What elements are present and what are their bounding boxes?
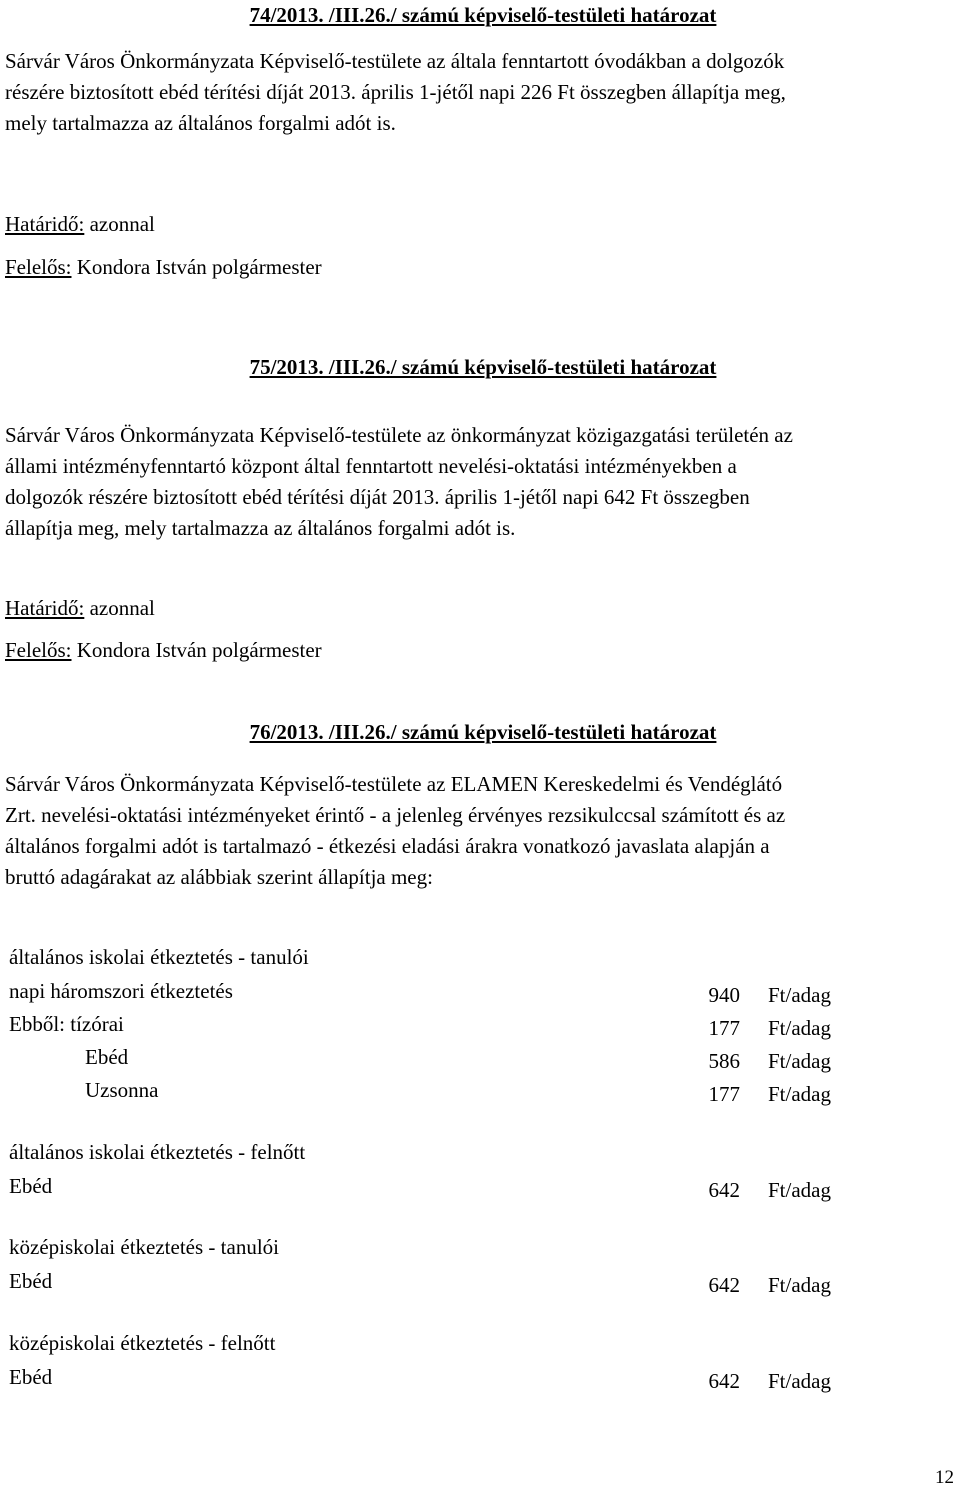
price-table-heading — [0, 1232, 960, 1266]
price-value: 940 — [708, 983, 740, 1007]
price-value: 642 — [708, 1273, 740, 1297]
price-row-label: Uzsonna — [85, 1078, 159, 1102]
price-row — [0, 1362, 960, 1396]
responsible-label: Felelős: — [5, 638, 72, 662]
price-row-label: Ebéd — [9, 1269, 53, 1293]
price-row-label: Ebből: tízórai — [9, 1012, 124, 1036]
price-row-label: középiskolai étkeztetés - felnőtt — [9, 1331, 276, 1355]
resolution-74-text — [5, 46, 955, 139]
responsible-value: Kondora István polgármester — [76, 255, 322, 279]
price-value: 177 — [708, 1016, 740, 1040]
price-row — [0, 1075, 960, 1109]
text-line: Zrt. nevelési-oktatási intézményeket érintő - a jelenleg érvényes rezsikulccsal számított és az — [5, 803, 786, 827]
price-value: 177 — [708, 1082, 740, 1106]
price-row-label: általános iskolai étkeztetés - tanulói — [9, 945, 309, 969]
page-number: 12 — [935, 1467, 954, 1488]
resolution-74-deadline — [5, 209, 955, 240]
text-line: részére biztosított ebéd térítési díját 2013. április 1-jétől napi 226 Ft összegben állapítja meg, — [5, 80, 786, 104]
price-unit: Ft/adag — [768, 1082, 831, 1106]
deadline-label: Határidő: — [5, 212, 85, 236]
price-unit: Ft/adag — [768, 983, 831, 1007]
price-unit: Ft/adag — [768, 1049, 831, 1073]
text-line: állami intézményfenntartó központ által fenntartott nevelési-oktatási intézményekben a — [5, 454, 737, 478]
price-value: 642 — [708, 1369, 740, 1393]
price-row-label: napi háromszori étkeztetés — [9, 979, 233, 1003]
price-value: 642 — [708, 1178, 740, 1202]
resolution-76-title: 76/2013. /III.26./ számú képviselő-testületi határozat — [249, 720, 717, 744]
price-row — [0, 976, 960, 1010]
price-row-label: középiskolai étkeztetés - tanulói — [9, 1235, 279, 1259]
resolution-74-responsible — [5, 252, 955, 283]
price-row — [0, 1009, 960, 1043]
resolution-75-title: 75/2013. /III.26./ számú képviselő-testületi határozat — [249, 355, 717, 379]
price-unit: Ft/adag — [768, 1178, 831, 1202]
text-line: mely tartalmazza az általános forgalmi adót is. — [5, 111, 396, 135]
price-row-label: Ebéd — [9, 1174, 53, 1198]
text-line: állapítja meg, mely tartalmazza az általános forgalmi adót is. — [5, 516, 516, 540]
text-line: Sárvár Város Önkormányzata Képviselő-testülete az ELAMEN Kereskedelmi és Vendéglátó — [5, 772, 783, 796]
deadline-value: azonnal — [89, 212, 155, 236]
text-line: bruttó adagárakat az alábbiak szerint állapítja meg: — [5, 865, 433, 889]
responsible-label: Felelős: — [5, 255, 72, 279]
price-unit: Ft/adag — [768, 1273, 831, 1297]
price-row — [0, 1266, 960, 1300]
price-row-label: Ebéd — [85, 1045, 129, 1069]
text-line: általános forgalmi adót is tartalmazó - étkezési eladási árakra vonatkozó javaslata alapján a — [5, 834, 770, 858]
price-row-label: Ebéd — [9, 1365, 53, 1389]
responsible-value: Kondora István polgármester — [76, 638, 322, 662]
resolution-74-title: 74/2013. /III.26./ számú képviselő-testületi határozat — [249, 3, 717, 27]
resolution-75-responsible — [5, 635, 955, 666]
deadline-value: azonnal — [89, 596, 155, 620]
resolution-75-deadline — [5, 593, 955, 624]
text-line: Sárvár Város Önkormányzata Képviselő-testülete az önkormányzat közigazgatási területén az — [5, 423, 793, 447]
price-unit: Ft/adag — [768, 1016, 831, 1040]
price-row — [0, 1042, 960, 1076]
price-table-heading — [0, 1328, 960, 1362]
price-row-label: általános iskolai étkeztetés - felnőtt — [9, 1140, 306, 1164]
price-value: 586 — [708, 1049, 740, 1073]
deadline-label: Határidő: — [5, 596, 85, 620]
price-row — [0, 1171, 960, 1205]
price-unit: Ft/adag — [768, 1369, 831, 1393]
price-table-heading — [0, 1137, 960, 1171]
text-line: Sárvár Város Önkormányzata Képviselő-testülete az általa fenntartott óvodákban a dolgozók — [5, 49, 785, 73]
resolution-76-text — [5, 769, 955, 893]
price-table-heading — [0, 942, 960, 976]
text-line: dolgozók részére biztosított ebéd térítési díját 2013. április 1-jétől napi 642 Ft összegben — [5, 485, 750, 509]
resolution-75-text — [5, 420, 955, 544]
